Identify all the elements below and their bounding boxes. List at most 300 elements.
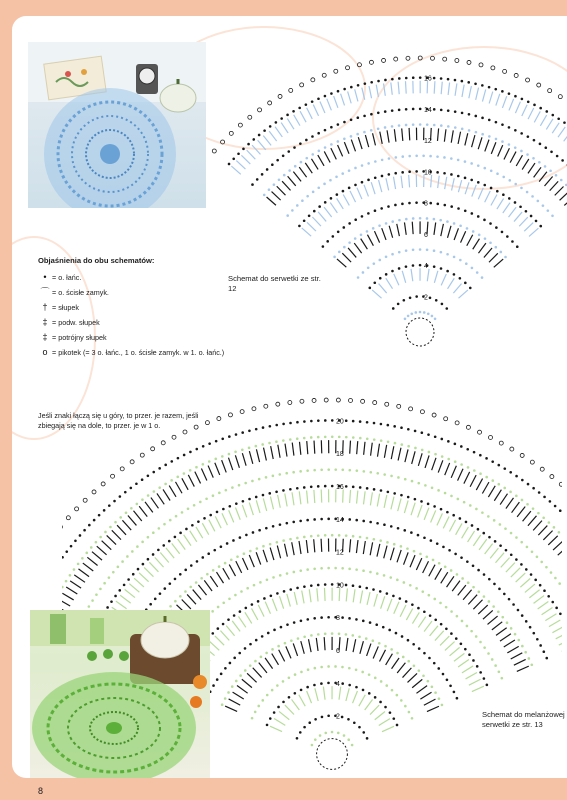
stitch-mark: [350, 441, 351, 454]
stitch-mark: [516, 245, 519, 248]
stitch-mark: [515, 536, 518, 539]
picot-mark: [430, 56, 434, 60]
stitch-mark: [412, 643, 415, 646]
stitch-mark: [217, 606, 220, 609]
stitch-mark: [517, 639, 520, 642]
stitch-mark: [249, 550, 252, 553]
stitch-mark: [501, 123, 504, 126]
stitch-mark: [220, 545, 223, 548]
stitch-mark: [275, 127, 282, 137]
stitch-mark: [408, 155, 411, 158]
stitch-mark: [154, 598, 157, 601]
stitch-mark: [374, 176, 377, 179]
stitch-mark: [153, 490, 156, 493]
stitch-mark: [504, 256, 507, 259]
stitch-mark: [292, 471, 295, 474]
stitch-mark: [559, 509, 562, 512]
picot-mark: [349, 398, 353, 402]
stitch-mark: [529, 228, 538, 236]
stitch-mark: [397, 303, 400, 306]
stitch-mark: [360, 641, 364, 654]
stitch-mark: [348, 187, 351, 190]
stitch-mark: [313, 210, 316, 213]
stitch-mark: [379, 590, 382, 593]
stitch-mark: [162, 544, 165, 547]
stitch-mark: [446, 270, 449, 273]
stitch-mark: [284, 544, 287, 557]
stitch-mark: [521, 98, 524, 101]
legend-item: [38, 318, 228, 327]
stitch-mark: [306, 568, 309, 571]
stitch-mark: [158, 467, 161, 470]
stitch-mark: [383, 574, 386, 577]
stitch-mark: [469, 504, 472, 507]
stitch-mark: [222, 460, 227, 472]
stitch-mark: [421, 449, 424, 452]
stitch-mark: [228, 597, 231, 600]
stitch-mark: [286, 522, 289, 525]
stitch-mark: [157, 549, 160, 552]
stitch-mark: [397, 663, 405, 673]
stitch-mark: [324, 485, 327, 488]
stitch-mark: [469, 679, 481, 685]
stitch-mark: [419, 76, 422, 79]
stitch-mark: [364, 185, 368, 197]
stitch-mark: [452, 581, 460, 592]
stitch-mark: [418, 647, 421, 650]
stitch-mark: [495, 138, 498, 141]
stitch-mark: [249, 555, 254, 567]
stitch-mark: [147, 494, 150, 497]
stitch-mark: [393, 543, 396, 546]
stitch-mark: [77, 563, 80, 566]
stitch-mark: [392, 595, 395, 598]
stitch-mark: [193, 590, 201, 600]
stitch-mark: [341, 682, 344, 685]
stitch-mark: [224, 697, 227, 700]
stitch-mark: [345, 584, 348, 587]
stitch-mark: [348, 568, 351, 571]
stitch-mark: [433, 108, 436, 111]
stitch-mark: [362, 271, 365, 274]
stitch-mark: [83, 563, 93, 571]
picot-mark: [526, 78, 530, 82]
stitch-mark: [534, 167, 541, 177]
stitch-mark: [386, 278, 393, 289]
stitch-mark: [212, 494, 215, 497]
stitch-mark: [341, 94, 345, 106]
stitch-mark: [429, 202, 432, 205]
stitch-mark: [357, 441, 358, 454]
stitch-mark: [424, 484, 427, 487]
stitch-mark: [527, 135, 530, 138]
stitch-mark: [429, 155, 432, 158]
stitch-mark: [418, 669, 421, 672]
stitch-mark: [415, 587, 418, 590]
stitch-mark: [395, 632, 398, 635]
stitch-mark: [444, 129, 446, 141]
picot-mark: [151, 447, 155, 451]
stitch-mark: [488, 616, 498, 624]
stitch-mark: [482, 532, 485, 535]
stitch-mark: [394, 204, 397, 207]
stitch-mark: [436, 155, 439, 158]
stitch-mark: [212, 569, 215, 572]
stitch-mark: [382, 228, 386, 240]
stitch-mark: [472, 586, 475, 589]
stitch-mark: [384, 126, 387, 129]
stitch-mark: [404, 705, 407, 708]
stitch-mark: [527, 483, 530, 486]
stitch-mark: [459, 259, 462, 262]
stitch-mark: [370, 81, 373, 84]
stitch-mark: [323, 687, 325, 700]
stitch-mark: [242, 505, 246, 517]
stitch-mark: [352, 535, 355, 538]
stitch-mark: [373, 488, 376, 491]
stitch-mark: [209, 520, 215, 532]
stitch-mark: [539, 107, 542, 110]
stitch-mark: [91, 599, 94, 602]
stitch-mark: [549, 620, 560, 627]
stitch-mark: [547, 209, 550, 212]
stitch-mark: [348, 469, 351, 472]
stitch-mark: [305, 163, 312, 173]
stitch-mark: [361, 239, 368, 250]
stitch-mark: [265, 602, 270, 614]
stitch-mark: [454, 553, 457, 556]
stitch-mark: [208, 460, 211, 463]
picot-mark: [406, 56, 410, 60]
stitch-mark: [350, 490, 351, 503]
stitch-mark: [199, 501, 202, 504]
stitch-mark: [269, 131, 277, 141]
stitch-mark: [314, 667, 317, 670]
stitch-mark: [373, 538, 376, 541]
stitch-mark: [211, 610, 214, 613]
picot-mark: [300, 399, 304, 403]
picot-mark: [111, 474, 115, 478]
stitch-mark: [398, 77, 401, 80]
stitch-mark: [439, 602, 442, 605]
stitch-mark: [324, 419, 327, 422]
stitch-mark: [221, 438, 224, 441]
stitch-mark: [292, 699, 300, 710]
stitch-mark: [471, 524, 474, 527]
stitch-mark: [255, 639, 258, 642]
stitch-mark: [333, 256, 336, 259]
stitch-mark: [114, 521, 117, 524]
stitch-mark: [453, 691, 456, 694]
stitch-mark: [397, 224, 400, 236]
stitch-mark: [374, 209, 377, 212]
stitch-mark: [515, 475, 518, 478]
stitch-mark: [337, 230, 340, 233]
stitch-mark: [485, 476, 488, 479]
stitch-mark: [343, 194, 349, 205]
stitch-mark: [446, 511, 449, 514]
stitch-mark: [425, 555, 428, 558]
stitch-mark: [540, 115, 546, 126]
stitch-mark: [481, 133, 484, 136]
stitch-mark: [241, 155, 250, 164]
stitch-mark: [331, 731, 334, 734]
stitch-mark: [114, 595, 117, 598]
stitch-mark: [514, 183, 517, 186]
stitch-mark: [230, 558, 233, 561]
stitch-mark: [556, 633, 562, 639]
stitch-mark: [294, 115, 300, 126]
stitch-mark: [88, 605, 91, 608]
picot-mark: [373, 401, 377, 405]
stitch-mark: [412, 217, 415, 220]
stitch-mark: [479, 641, 482, 644]
stitch-mark: [494, 490, 501, 501]
stitch-mark: [360, 233, 363, 236]
stitch-mark: [373, 438, 376, 441]
stitch-mark: [377, 127, 380, 130]
stitch-mark: [501, 90, 504, 93]
picot-mark: [357, 63, 361, 67]
stitch-mark: [545, 110, 548, 113]
stitch-mark: [466, 625, 469, 628]
stitch-mark: [251, 603, 254, 606]
stitch-mark: [447, 576, 454, 587]
stitch-mark: [379, 701, 382, 704]
stitch-mark: [445, 463, 450, 475]
stitch-mark: [550, 571, 553, 574]
stitch-mark: [417, 607, 420, 610]
stitch-mark: [299, 491, 301, 504]
row-label: 12: [424, 138, 432, 146]
picot-mark: [278, 94, 282, 98]
stitch-mark: [317, 97, 320, 100]
stitch-mark: [447, 109, 450, 112]
stitch-mark: [492, 605, 495, 608]
stitch-mark: [393, 425, 396, 428]
stitch-mark: [516, 573, 526, 582]
stitch-mark: [313, 518, 316, 521]
stitch-mark: [394, 129, 396, 141]
stitch-mark: [373, 646, 378, 658]
stitch-mark: [366, 737, 369, 740]
stitch-mark: [419, 264, 422, 267]
stitch-mark: [450, 157, 453, 160]
stitch-mark: [334, 567, 337, 570]
stitch-mark: [478, 234, 481, 237]
stitch-mark: [441, 274, 446, 285]
stitch-mark: [66, 587, 77, 594]
stitch-mark: [447, 440, 450, 443]
stitch-mark: [296, 437, 299, 440]
stitch-mark: [376, 85, 378, 97]
stitch-mark: [327, 518, 330, 521]
stitch-mark: [385, 222, 388, 225]
stitch-mark: [393, 492, 396, 495]
stitch-mark: [331, 148, 336, 159]
stitch-mark: [271, 648, 274, 651]
stitch-mark: [404, 478, 407, 481]
stitch-mark: [121, 560, 124, 563]
stitch-mark: [355, 519, 358, 522]
stitch-mark: [454, 79, 457, 82]
stitch-mark: [258, 134, 261, 137]
picot-mark: [503, 69, 507, 73]
stitch-mark: [440, 508, 443, 511]
stitch-mark: [490, 548, 498, 558]
stitch-mark: [477, 181, 480, 184]
stitch-mark: [210, 641, 220, 650]
stitch-mark: [285, 494, 287, 507]
stitch-mark: [231, 486, 234, 489]
stitch-mark: [296, 537, 299, 540]
stitch-mark: [419, 217, 422, 220]
stitch-mark: [228, 435, 231, 438]
stitch-mark: [257, 705, 260, 708]
stitch-mark: [483, 646, 486, 649]
stitch-mark: [255, 445, 258, 448]
stitch-mark: [127, 578, 130, 581]
stitch-mark: [190, 531, 197, 542]
stitch-mark: [491, 479, 494, 482]
stitch-mark: [198, 585, 206, 595]
stitch-mark: [228, 453, 231, 456]
stitch-mark: [390, 648, 393, 651]
stitch-mark: [528, 516, 537, 526]
stitch-mark: [98, 514, 101, 517]
stitch-mark: [406, 547, 409, 550]
stitch-mark: [536, 638, 539, 641]
stitch-mark: [401, 635, 404, 638]
stitch-mark: [558, 582, 561, 585]
stitch-mark: [492, 622, 502, 630]
stitch-mark: [440, 251, 443, 254]
stitch-mark: [434, 435, 437, 438]
stitch-mark: [514, 129, 517, 132]
stitch-mark: [107, 535, 116, 544]
stitch-mark: [398, 82, 399, 94]
stitch-mark: [475, 508, 478, 511]
stitch-mark: [344, 142, 349, 154]
stitch-mark: [542, 608, 553, 615]
stitch-mark: [261, 443, 264, 446]
stitch-mark: [455, 637, 458, 640]
stitch-mark: [227, 618, 230, 621]
stitch-mark: [303, 726, 306, 729]
stitch-mark: [366, 487, 369, 490]
stitch-mark: [493, 519, 496, 522]
stitch-mark: [426, 249, 429, 252]
stitch-mark: [386, 592, 389, 595]
stitch-mark: [477, 215, 480, 218]
stitch-mark: [446, 253, 449, 256]
stitch-mark: [501, 558, 510, 568]
stitch-mark: [433, 218, 436, 221]
stitch-mark: [471, 212, 474, 215]
stitch-mark: [324, 534, 327, 537]
stitch-mark: [226, 626, 234, 636]
stitch-mark: [524, 223, 533, 232]
stitch-mark: [291, 209, 294, 212]
stitch-mark: [534, 579, 537, 582]
stitch-mark: [530, 573, 533, 576]
stitch-mark: [431, 510, 436, 522]
stitch-mark: [244, 669, 247, 672]
stitch-mark: [152, 531, 155, 534]
stitch-mark: [348, 222, 351, 225]
stitch-mark: [497, 464, 500, 467]
stitch-mark: [183, 472, 186, 475]
stitch-mark: [293, 643, 297, 655]
stitch-mark: [263, 129, 266, 132]
stitch-mark: [413, 664, 416, 667]
stitch-mark: [112, 571, 115, 574]
stitch-mark: [271, 689, 274, 692]
stitch-mark: [90, 546, 93, 549]
stitch-mark: [470, 179, 473, 182]
stitch-mark: [372, 639, 375, 642]
stitch-mark: [242, 500, 245, 503]
stitch-mark: [187, 507, 190, 510]
stitch-mark: [263, 194, 266, 197]
stitch-mark: [233, 657, 236, 660]
stitch-mark: [416, 686, 427, 694]
stitch-mark: [342, 253, 351, 262]
stitch-mark: [256, 178, 259, 181]
picot-mark: [311, 78, 315, 82]
stitch-mark: [350, 135, 353, 138]
row-label: 20: [336, 418, 344, 426]
stitch-mark: [520, 563, 523, 566]
stitch-mark: [286, 623, 289, 626]
stitch-mark: [374, 160, 377, 163]
stitch-mark: [470, 630, 473, 633]
stitch-mark: [391, 109, 394, 112]
stitch-mark: [391, 125, 394, 128]
picot-mark: [221, 140, 225, 144]
stitch-mark: [109, 526, 112, 529]
stitch-mark: [123, 584, 126, 587]
stitch-mark: [476, 88, 479, 100]
stitch-mark: [555, 607, 558, 610]
stitch-mark: [455, 83, 457, 95]
stitch-mark: [224, 562, 227, 565]
stitch-mark: [414, 430, 417, 433]
stitch-mark: [373, 262, 376, 265]
stitch-mark: [183, 454, 186, 457]
stitch-mark: [488, 486, 495, 497]
stitch-mark: [247, 673, 257, 682]
stitch-mark: [549, 500, 552, 503]
stitch-mark: [281, 123, 288, 133]
picot-mark: [479, 63, 483, 67]
stitch-mark: [341, 616, 344, 619]
stitch-mark: [514, 146, 517, 149]
stitch-mark: [169, 582, 172, 585]
stitch-mark: [389, 711, 392, 714]
stitch-mark: [341, 716, 344, 719]
stitch-mark: [312, 217, 321, 226]
stitch-mark: [315, 688, 318, 701]
stitch-mark: [538, 161, 541, 164]
stitch-mark: [299, 569, 302, 572]
stitch-mark: [145, 502, 153, 513]
stitch-mark: [255, 496, 258, 499]
stitch-mark: [398, 219, 401, 222]
stitch-mark: [510, 152, 516, 163]
stitch-mark: [345, 534, 348, 537]
stitch-mark: [346, 588, 347, 601]
